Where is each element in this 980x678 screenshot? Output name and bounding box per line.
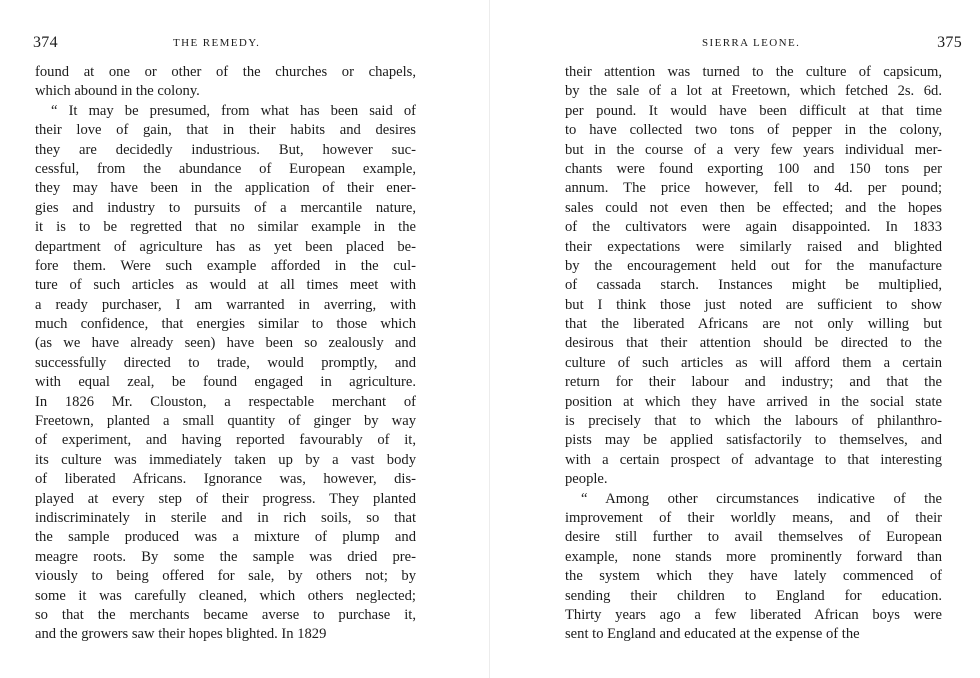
text-line: (as we have already seen) have been so zealously and: [35, 335, 416, 352]
text-line: people.: [565, 471, 608, 488]
text-line: sent to England and educated at the expense of the: [565, 626, 860, 643]
text-line: pists may be applied satisfactorily to themselves, and: [565, 432, 942, 449]
text-line: sending their children to England for education.: [565, 587, 942, 604]
text-line: it is to be regretted that no similar example in the: [35, 219, 416, 236]
text-line: by the sale of a lot at Freetown, which fetched 2s. 6d.: [565, 83, 942, 100]
text-line: sales could not even then be effected; and the hopes: [565, 199, 942, 216]
text-line: they are decidedly industrious. But, however suc-: [35, 141, 416, 158]
text-line: much confidence, that energies similar to those which: [35, 316, 416, 333]
text-line: desire still further to avail themselves of European: [565, 529, 942, 546]
text-line: the sample produced was a mixture of plump and: [35, 529, 416, 546]
text-line: of the cultivators were again disappointed. In 1833: [565, 219, 942, 236]
text-line: department of agriculture has as yet been placed be-: [35, 238, 416, 255]
text-line: indiscriminately in sterile and in rich soils, so that: [35, 509, 416, 526]
text-line: of experiment, and having reported favourably of it,: [35, 432, 416, 449]
text-line: found at one or other of the churches or chapels,: [35, 64, 416, 80]
text-line: example, none stands more prominently forward than: [565, 548, 942, 565]
text-line: but in the course of a very few years individual mer-: [565, 141, 942, 158]
text-line: their love of gain, that in their habits and desires: [35, 122, 416, 139]
text-line: with equal zeal, be found engaged in agriculture.: [35, 374, 416, 391]
right-page-number: 375: [937, 34, 962, 51]
text-line: return for their labour and industry; and that the: [565, 374, 942, 391]
text-line: their attention was turned to the culture of capsicum,: [565, 64, 942, 80]
text-line: fore them. Were such example afforded in the cul-: [35, 257, 416, 274]
text-line: In 1826 Mr. Clouston, a respectable merchant of: [35, 393, 416, 410]
text-line: improvement of their worldly means, and of their: [565, 509, 942, 526]
text-line: with a certain prospect of advantage to that interesting: [565, 451, 942, 468]
right-page: [490, 0, 980, 678]
text-line: is precisely that to which the labours of philanthro-: [565, 413, 942, 430]
text-line: of liberated Africans. Ignorance was, however, dis-: [35, 471, 416, 488]
text-line: played at every step of their progress. They planted: [35, 490, 416, 507]
text-line: meagre roots. By some the sample was dried pre-: [35, 548, 416, 565]
text-line: per pound. It would have been difficult at that time: [565, 102, 942, 119]
text-line: by the encouragement held out for the manufacture: [565, 257, 942, 274]
left-running-title: THE REMEDY.: [173, 37, 261, 49]
left-page-number: 374: [33, 34, 58, 51]
text-line: viously to being offered for sale, by others not; by: [35, 568, 416, 585]
text-line: the system which they have lately commenced of: [565, 568, 942, 585]
text-line: to have collected two tons of pepper in the colony,: [565, 122, 942, 139]
text-line: annum. The price however, fell to 4d. per pound;: [565, 180, 942, 197]
text-line: desirous that their attention should be directed to the: [565, 335, 942, 352]
text-line: cessful, from the abundance of European example,: [35, 160, 416, 177]
text-line: chants were found exporting 100 and 150 tons per: [565, 160, 942, 177]
text-line: culture of such articles as will afford them a certain: [565, 354, 942, 371]
text-line: successfully directed to trade, would promptly, and: [35, 354, 416, 371]
text-line: so that the merchants became averse to purchase it,: [35, 606, 416, 623]
text-line: “ Among other circumstances indicative of the: [581, 490, 942, 507]
text-line: but I think those just noted are sufficient to show: [565, 296, 942, 313]
right-page-header: [565, 34, 962, 54]
text-line: and the growers saw their hopes blighted. In 1829: [35, 626, 327, 643]
text-line: “ It may be presumed, from what has been said of: [51, 102, 416, 119]
right-page-body: [565, 63, 942, 645]
text-line: their expectations were similarly raised and blighted: [565, 238, 942, 255]
text-line: Freetown, planted a small quantity of ginger by way: [35, 413, 416, 430]
left-page-body: [35, 63, 416, 645]
text-line: that the liberated Africans are not only willing but: [565, 316, 942, 333]
left-page-header: [33, 34, 417, 54]
text-line: gies and industry to pursuits of a mercantile nature,: [35, 199, 416, 216]
text-line: they may have been in the application of their ener-: [35, 180, 416, 197]
text-line: some it was carefully cleaned, which others neglected;: [35, 587, 416, 604]
text-line: a ready purchaser, I am warranted in averring, with: [35, 296, 416, 313]
text-line: of cassada starch. Instances might be multiplied,: [565, 277, 942, 294]
text-line: which abound in the colony.: [35, 83, 200, 100]
right-running-title: SIERRA LEONE.: [702, 37, 801, 49]
text-line: its culture was immediately taken up by a vast body: [35, 451, 416, 468]
text-line: position at which they have arrived in the social state: [565, 393, 942, 410]
text-line: ture of such articles as would at all times meet with: [35, 277, 416, 294]
text-line: Thirty years ago a few liberated African boys were: [565, 606, 942, 623]
